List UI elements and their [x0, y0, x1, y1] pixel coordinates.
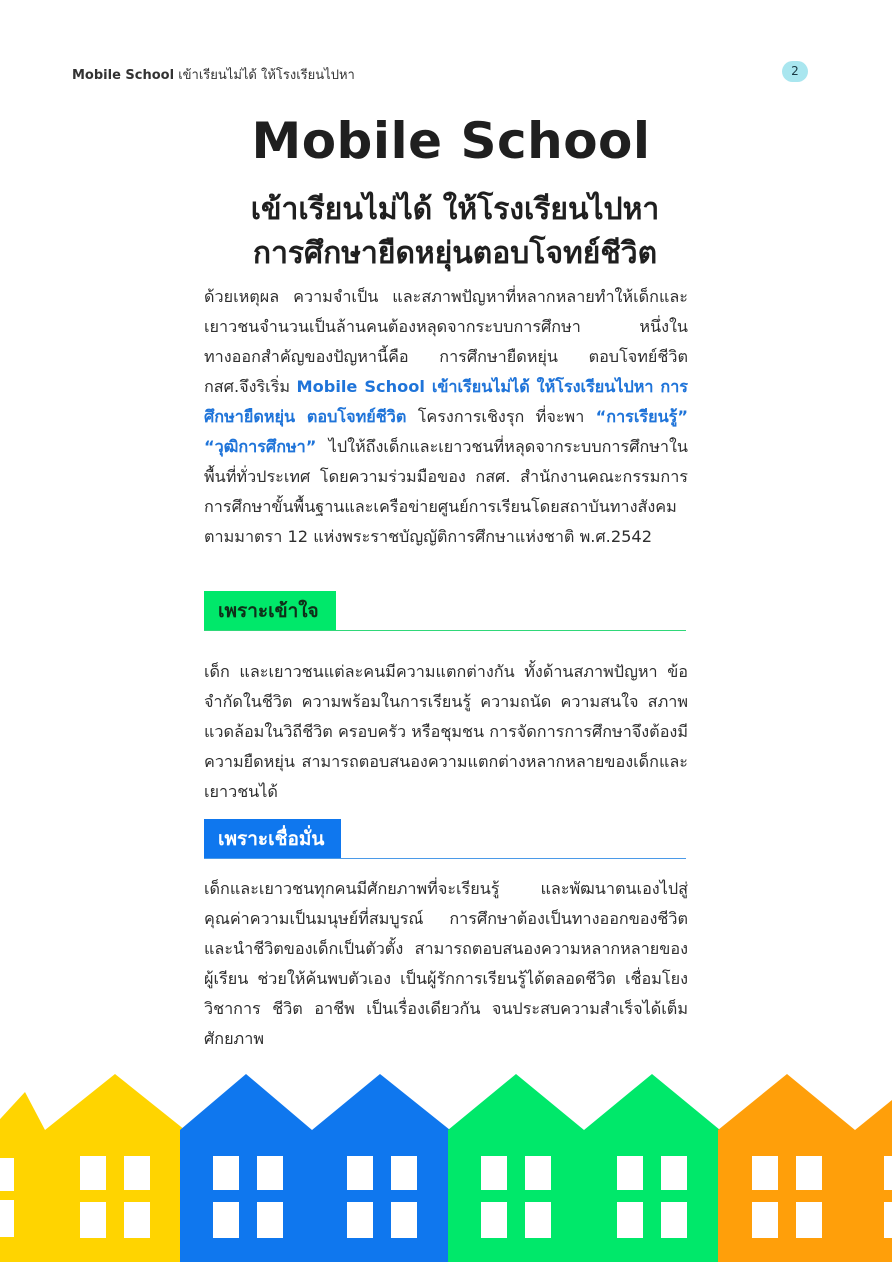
subtitle-line-2: การศึกษายืดหยุ่นตอบโจทย์ชีวิต: [252, 236, 658, 271]
subtitle-line-1: เข้าเรียนไม่ได้ ให้โรงเรียนไปหา: [250, 192, 660, 227]
intro-text-1: ด้วยเหตุผล ความจำเป็น และสภาพปัญหาที่หลากหลายทำให้เด็กและเยาวชนจำนวนเป็นล้านคนต้องหลุดจากระบบการศึกษา หนึ่งในทางออกสำคัญของปัญหานี้คือ การศึกษายืดหยุ่น ตอบโจทย์ชีวิต กสศ.จึงริเริ่ม: [204, 287, 688, 396]
houses-illustration: [0, 1070, 892, 1262]
header-brand: Mobile School: [72, 68, 175, 83]
section-paragraph-believe: เด็กและเยาวชนทุกคนมีศักยภาพที่จะเรียนรู้ และพัฒนาตนเองไปสู่คุณค่าความเป็นมนุษย์ที่สมบูรณ์ การศึกษาต้องเป็นทางออกของชีวิต และนำชีวิตของเด็กเป็นตัวตั้ง สามารถตอบสนองความหลากหลายของผู้เรียน ช่วยให้ค้นพบตัวเอง เป็นผู้รักการเรียนรู้ได้ตลอดชีวิต เชื่อมโยงวิชาการ ชีวิต อาชีพ เป็นเรื่องเดียวกัน จนประสบความสำเร็จได้เต็มศักยภาพ: [204, 879, 688, 1048]
house-yellow: [45, 1074, 185, 1262]
intro-highlight-project: Mobile School เข้าเรียนไม่ได้ ให้โรงเรียนไปหา การศึกษายืดหยุ่น ตอบโจทย์ชีวิต: [204, 377, 688, 426]
page-title: Mobile School: [251, 112, 651, 170]
intro-text-2: โครงการเชิงรุก ที่จะพา: [406, 407, 596, 426]
section-heading-believe: [204, 819, 686, 859]
header-tagline: เข้าเรียนไม่ได้ ให้โรงเรียนไปหา: [178, 68, 355, 83]
running-header: [72, 64, 355, 85]
section-divider: [204, 630, 686, 631]
section-divider: [204, 858, 686, 859]
intro-paragraph: [204, 282, 688, 552]
intro-text-3: ไปให้ถึงเด็กและเยาวชนที่หลุดจากระบบการศึกษาในพื้นที่ทั่วประเทศ โดยความร่วมมือของ กสศ. สำนักงานคณะกรรมการการศึกษาขั้นพื้นฐานและเครือข่ายศูนย์การเรียนโดยสถาบันทางสังคม ตามมาตรา 12 แห่งพระราชบัญญัติการศึกษาแห่งชาติ พ.ศ.2542: [204, 437, 688, 546]
section-tag-understand: เพราะเข้าใจ: [204, 591, 336, 631]
intro-highlight-goals: “การเรียนรู้” “วุฒิการศึกษา”: [204, 407, 688, 456]
section-tag-believe: เพราะเชื่อมั่น: [204, 819, 341, 859]
section-paragraph-understand: เด็ก และเยาวชนแต่ละคนมีความแตกต่างกัน ทั้งด้านสภาพปัญหา ข้อจำกัดในชีวิต ความพร้อมในการเรียนรู้ ความถนัด ความสนใจ สภาพแวดล้อมในวิถีชีวิต ครอบครัว หรือชุมชน การจัดการการศึกษาจึงต้องมีความยืดหยุ่น สามารถตอบสนองความแตกต่างหลากหลายของเด็กและเยาวชนได้: [204, 662, 688, 801]
section-heading-understand: [204, 591, 686, 631]
page-number-badge: 2: [782, 61, 808, 82]
